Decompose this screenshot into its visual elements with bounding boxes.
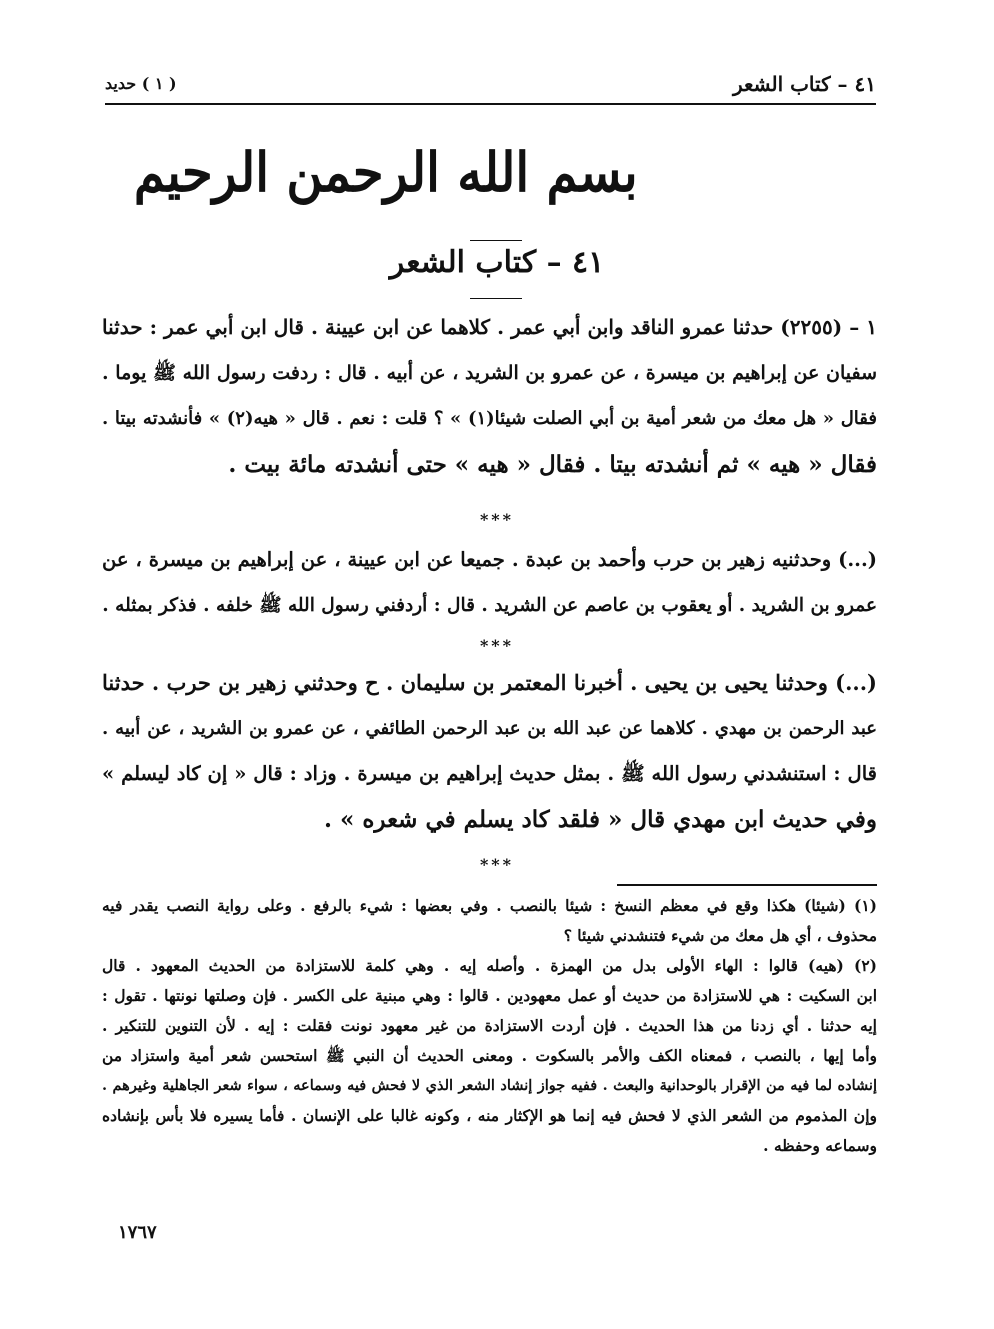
hadith-3 [102, 660, 877, 842]
title-rule-bottom [470, 298, 522, 299]
hadith-3-line: (...) وحدثنا يحيى بن يحيى . أخبرنا المعتمر بن سليمان . ح وحدثني زهير بن حرب . حدثنا [102, 670, 877, 695]
section-separator: *** [479, 510, 515, 529]
section-separator: *** [479, 636, 515, 655]
basmala-calligraphy [134, 132, 660, 237]
hadith-3-line: وفي حديث ابن مهدي قال « فلقد كاد يسلم في شعره » . [323, 805, 877, 833]
running-header [105, 70, 876, 104]
footnotes [102, 891, 877, 1161]
hadith-1-line: ١ – (٢٢٥٥) حدثنا عمرو الناقد وابن أبي عمر . كلاهما عن ابن عيينة . قال ابن أبي عمر : حدثنا [102, 315, 877, 339]
hadith-2-line: عمرو بن الشريد . أو يعقوب بن عاصم عن الشريد . قال : أردفني رسول الله ﷺ خلفه . فذكر بمثله . [102, 594, 877, 616]
running-header-hadith: ( ١ ) حديد [105, 74, 177, 93]
header-rule [105, 103, 876, 105]
hadith-1 [102, 305, 877, 487]
running-header-book: ٤١ – كتاب الشعر [732, 72, 876, 96]
hadith-1-line: فقال « هل معك من شعر أمية بن أبي الصلت شيئا(١) » ؟ قلت : نعم . قال « هيه(٢) » فأنشدته بيتا . [102, 408, 877, 429]
hadith-2 [102, 537, 877, 628]
hadith-3-line: قال : استنشدني رسول الله ﷺ . بمثل حديث إبراهيم بن ميسرة . وزاد : قال « إن كاد ليسلم » [102, 762, 877, 785]
hadith-1-line: سفيان عن إبراهيم بن ميسرة ، عن عمرو بن الشريد ، عن أبيه . قال : ردفت رسول الله ﷺ يوما . [102, 361, 877, 384]
hadith-1-line: فقال « هيه » ثم أنشدته بيتا . فقال « هيه » حتى أنشدته مائة بيت . [228, 450, 877, 478]
footnote-line: (١) (شيئا) هكذا وقع في معظم النسخ : شيئا بالنصب . وفي بعضها : شيء بالرفع . وعلى رواية النصب يقدر فيه [102, 896, 877, 915]
book-title: ٤١ – كتاب الشعر [389, 245, 605, 280]
basmala-text: بسم الله الرحمن الرحيم [134, 140, 639, 204]
footnote-line: (٢) (هيه) قالوا : الهاء الأولى بدل من الهمزة . وأصله إيه . وهي كلمة للاستزادة من الحديث المعهود . قال [102, 956, 877, 975]
section-separator: *** [479, 855, 515, 874]
footnote-line: ابن السكيت : هي للاستزادة من حديث أو عمل معهودين . قالوا : وهي مبنية على الكسر . فإن وصلتها نونتها . تقول : [102, 986, 877, 1005]
footnote-line: وسماعه وحفظه . [763, 1136, 877, 1155]
hadith-3-line: عبد الرحمن بن مهدي . كلاهما عن عبد الله بن عبد الرحمن الطائفي ، عن عمرو بن الشريد ، عن أبيه . [102, 717, 877, 739]
page-number: ١٧٦٧ [118, 1222, 157, 1243]
hadith-2-line: (...) وحدثنيه زهير بن حرب وأحمد بن عبدة . جميعا عن ابن عيينة ، عن إبراهيم بن ميسرة ، عن [102, 548, 877, 571]
footnote-line: وأما إيها ، بالنصب ، فمعناه الكف والأمر بالسكوت . ومعنى الحديث أن النبي ﷺ استحسن شعر أمية واستزاد من [102, 1046, 877, 1065]
footnote-line: إنشاده لما فيه من الإقرار بالوحدانية والبعث . ففيه جواز إنشاد الشعر الذي لا فحش فيه وسماعه ، سواء شعر الجاهلية وغيرهم . [102, 1077, 877, 1094]
footnote-rule [617, 884, 877, 886]
title-rule-top [470, 240, 522, 241]
footnote-line: محذوف ، أي هل معك من شيء فتنشدني شيئا ؟ [563, 926, 877, 945]
footnote-line: إيه حدثنا . أي زدنا من هذا الحديث . فإن أردت الاستزادة من غير معهود نونت فقلت : إيه . لأن التنوين للتنكير . [102, 1016, 877, 1035]
footnote-line: وإن المذموم من الشعر الذي لا فحش فيه إنما هو الإكثار منه ، وكونه غالبا على الإنسان . فأما يسيره فلا بأس بإنشاده [102, 1106, 877, 1125]
